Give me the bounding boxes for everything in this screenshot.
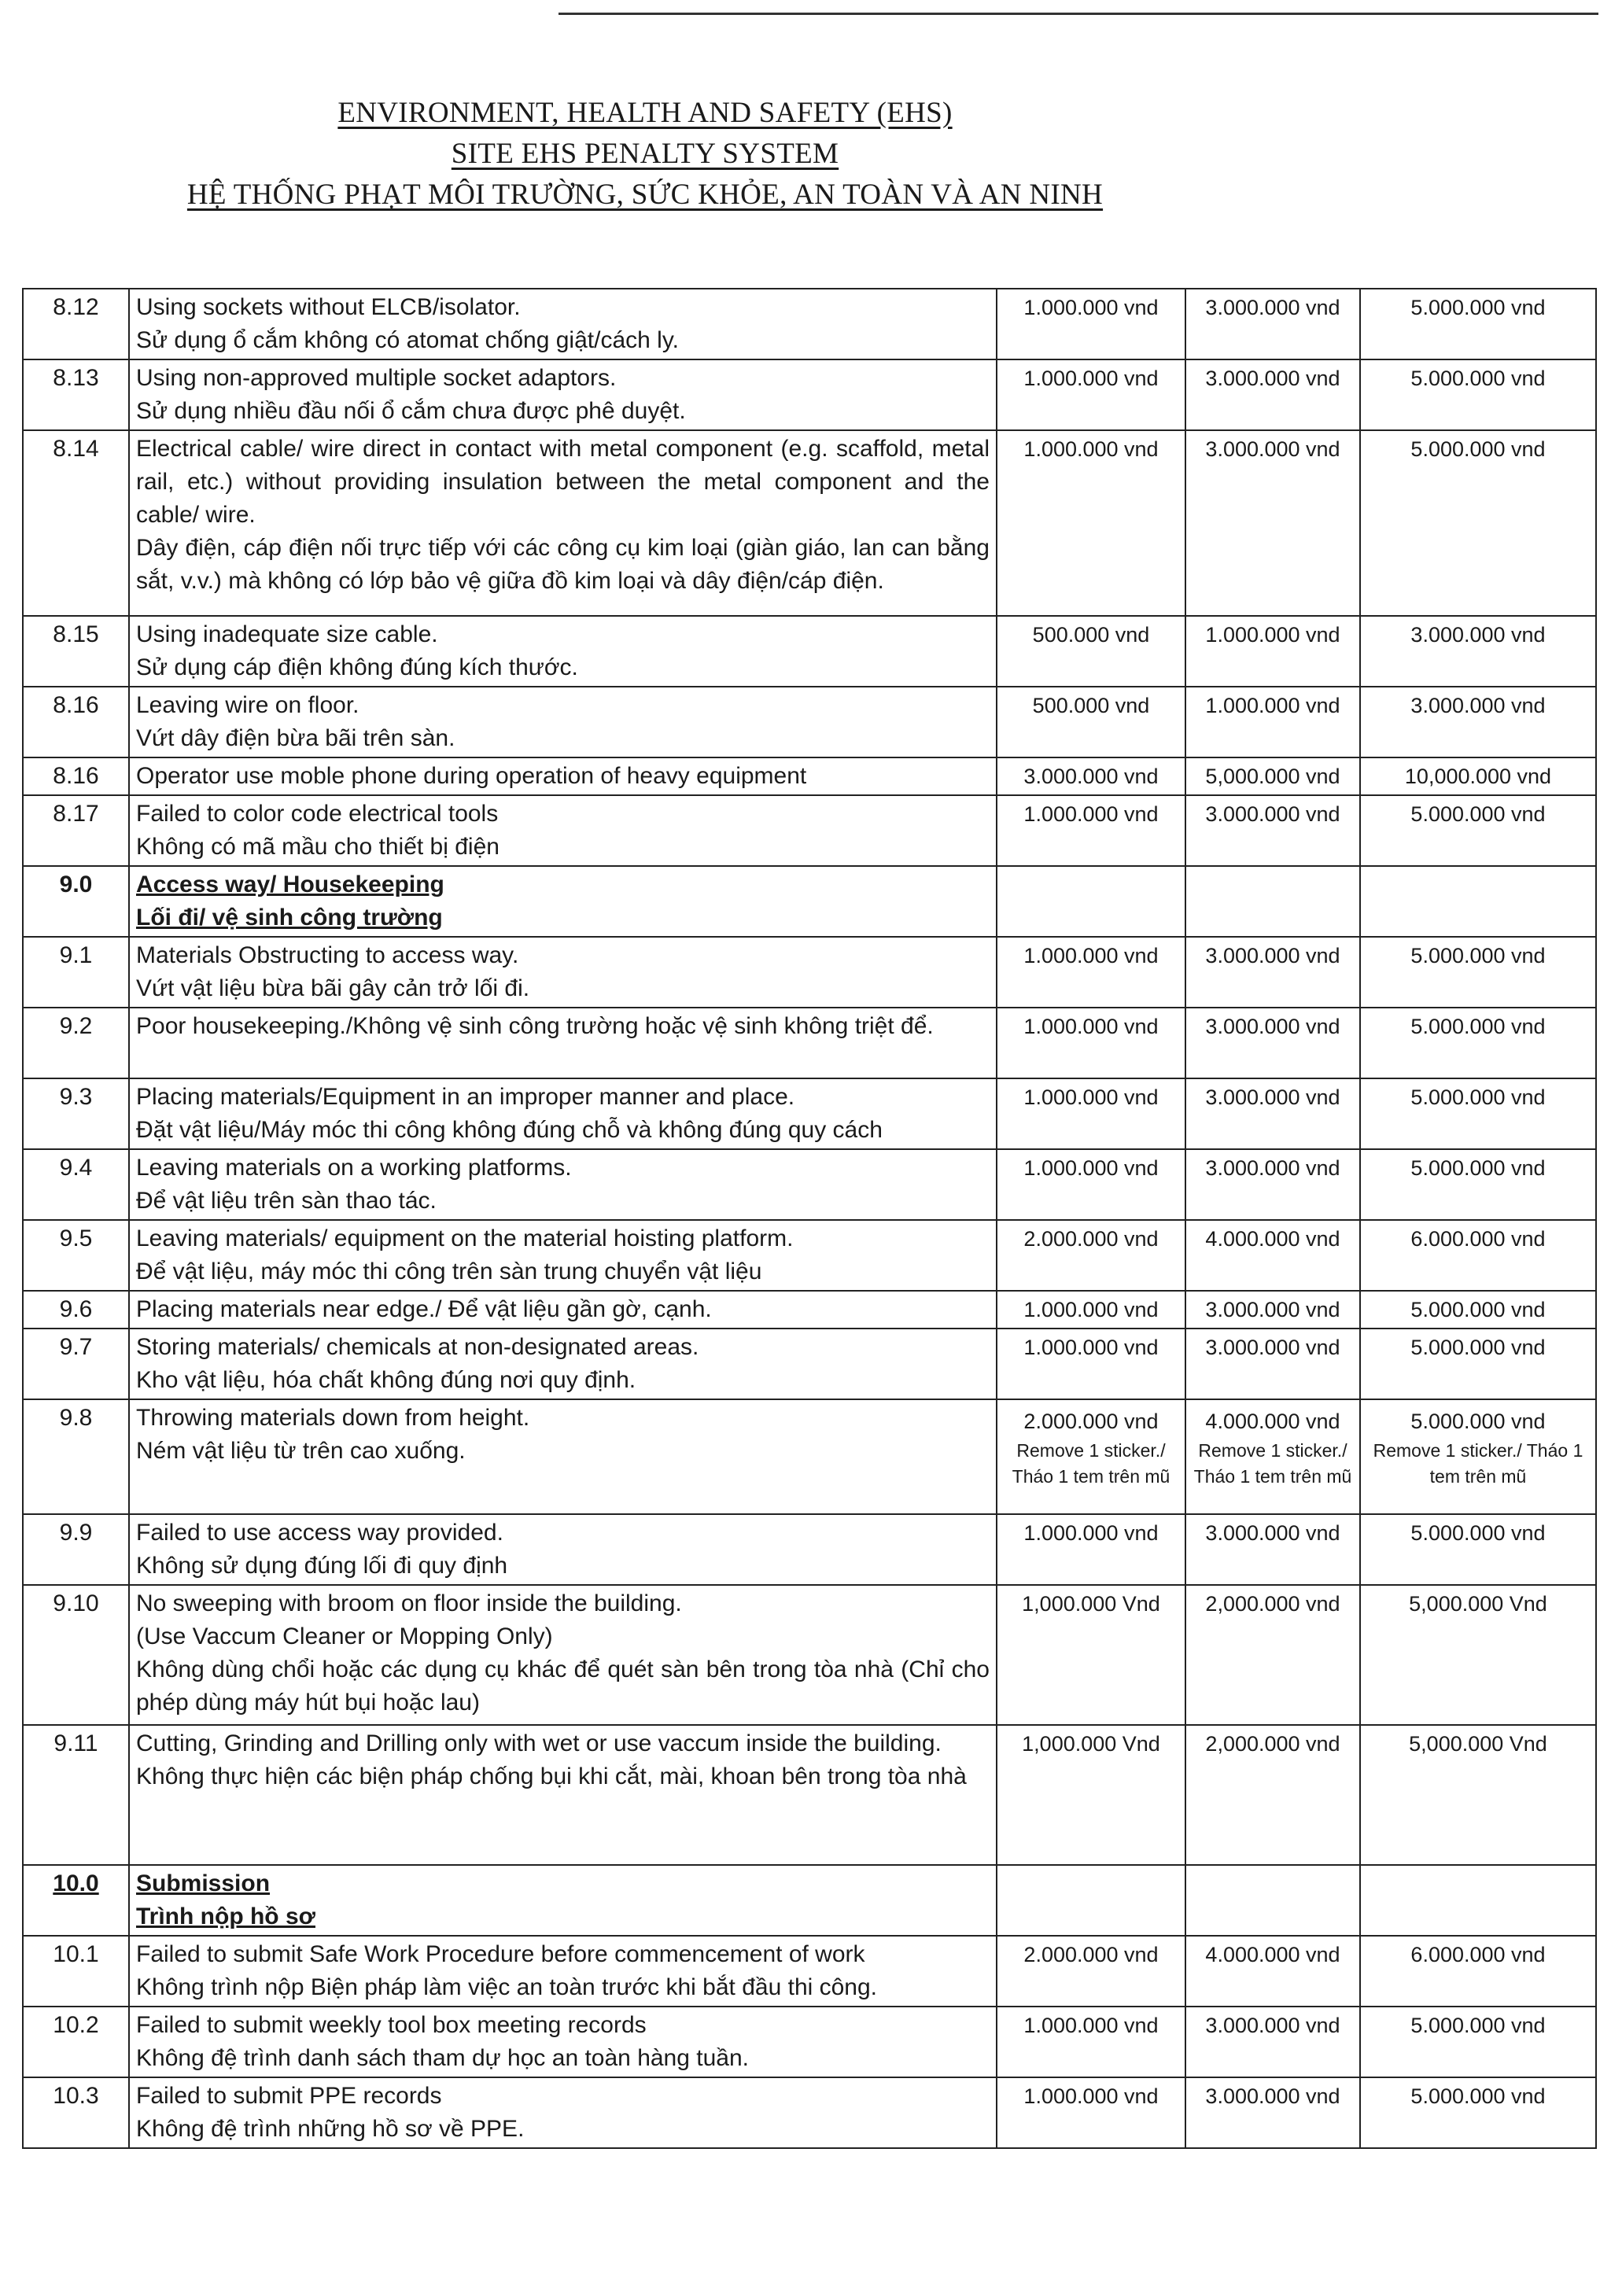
first-offence-penalty <box>997 1399 1185 1514</box>
penalty-amount: 1.000.000 vnd <box>1023 944 1159 967</box>
description-line: Failed to use access way provided. <box>136 1520 503 1546</box>
first-offence-penalty <box>997 1865 1185 1936</box>
description-line: Leaving wire on floor. <box>136 692 359 718</box>
second-offence-penalty <box>1185 1291 1360 1329</box>
table-row <box>23 795 1596 866</box>
first-offence-penalty <box>997 359 1185 430</box>
third-offence-penalty <box>1360 1149 1596 1220</box>
second-offence-penalty <box>1185 430 1360 616</box>
title-vietnamese: HỆ THỐNG PHẠT MÔI TRƯỜNG, SỨC KHỎE, AN TOÀN VÀ AN NINH <box>186 179 1104 211</box>
item-number: 9.2 <box>23 1008 129 1078</box>
first-offence-penalty <box>997 795 1185 866</box>
first-offence-penalty <box>997 1725 1185 1865</box>
penalty-amount: 1.000.000 vnd <box>1023 1085 1159 1109</box>
item-number: 8.15 <box>23 616 129 687</box>
third-offence-penalty <box>1360 2007 1596 2077</box>
description-line: Để vật liệu, máy móc thi công trên sàn trung chuyển vật liệu <box>136 1259 762 1284</box>
penalty-amount: 500.000 vnd <box>1032 623 1150 647</box>
description-line: Electrical cable/ wire direct in contact with metal component (e.g. scaffold, metal rail, etc.) without providing insulation between the metal component and the cable/ wire. <box>136 436 990 528</box>
table-row <box>23 2007 1596 2077</box>
description-line: Lối đi/ vệ sinh công trường <box>136 905 443 931</box>
second-offence-penalty <box>1185 937 1360 1008</box>
penalty-amount: 4.000.000 vnd <box>1205 1410 1340 1433</box>
description-line: Sử dụng ổ cắm không có atomat chống giật/cách ly. <box>136 327 679 353</box>
item-description <box>129 2007 997 2077</box>
table-row <box>23 1149 1596 1220</box>
description-line: Kho vật liệu, hóa chất không đúng nơi quy định. <box>136 1367 636 1393</box>
first-offence-penalty <box>997 616 1185 687</box>
item-number: 8.17 <box>23 795 129 866</box>
first-offence-penalty <box>997 1936 1185 2007</box>
item-description <box>129 1585 997 1725</box>
item-description <box>129 795 997 866</box>
penalty-amount: 5.000.000 vnd <box>1410 296 1546 319</box>
penalty-amount: 3.000.000 vnd <box>1205 437 1340 461</box>
description-line: No sweeping with broom on floor inside the building. <box>136 1590 682 1616</box>
penalty-amount: 5.000.000 vnd <box>1410 1298 1546 1321</box>
table-row <box>23 1514 1596 1585</box>
description-line: Vứt vật liệu bừa bãi gây cản trở lối đi. <box>136 975 530 1001</box>
item-description <box>129 1865 997 1936</box>
penalty-table-body <box>23 289 1596 2148</box>
penalty-amount: 4.000.000 vnd <box>1205 1943 1340 1966</box>
description-line: Không có mã mầu cho thiết bị điện <box>136 834 500 860</box>
item-description <box>129 359 997 430</box>
description-line: Throwing materials down from height. <box>136 1405 530 1431</box>
penalty-amount: 2.000.000 vnd <box>1023 1410 1159 1433</box>
third-offence-penalty <box>1360 795 1596 866</box>
item-number: 9.8 <box>23 1399 129 1514</box>
third-offence-penalty <box>1360 359 1596 430</box>
description-line: Cutting, Grinding and Drilling only with wet or use vaccum inside the building. <box>136 1730 942 1756</box>
penalty-amount: 5,000.000 Vnd <box>1409 1732 1547 1756</box>
item-number: 10.3 <box>23 2077 129 2148</box>
third-offence-penalty <box>1360 1220 1596 1291</box>
item-number: 10.1 <box>23 1936 129 2007</box>
third-offence-penalty <box>1360 1514 1596 1585</box>
item-number: 8.14 <box>23 430 129 616</box>
title-ehs: ENVIRONMENT, HEALTH AND SAFETY (EHS) <box>337 97 953 129</box>
second-offence-penalty <box>1185 687 1360 757</box>
first-offence-penalty <box>997 1078 1185 1149</box>
table-row <box>23 1936 1596 2007</box>
item-number: 9.1 <box>23 937 129 1008</box>
description-line: Placing materials/Equipment in an improper manner and place. <box>136 1084 795 1110</box>
third-offence-penalty <box>1360 1865 1596 1936</box>
penalty-amount: 6.000.000 vnd <box>1410 1227 1546 1251</box>
table-row <box>23 430 1596 616</box>
penalty-amount: 1.000.000 vnd <box>1023 1521 1159 1545</box>
first-offence-penalty <box>997 757 1185 795</box>
description-line: Leaving materials on a working platforms. <box>136 1155 572 1181</box>
second-offence-penalty <box>1185 757 1360 795</box>
item-number: 9.6 <box>23 1291 129 1329</box>
penalty-amount: 5.000.000 vnd <box>1410 1410 1546 1433</box>
second-offence-penalty <box>1185 2077 1360 2148</box>
third-offence-penalty <box>1360 2077 1596 2148</box>
third-offence-penalty <box>1360 430 1596 616</box>
description-line: Materials Obstructing to access way. <box>136 942 519 968</box>
first-offence-penalty <box>997 687 1185 757</box>
third-offence-penalty <box>1360 1078 1596 1149</box>
penalty-amount: 2.000.000 vnd <box>1023 1943 1159 1966</box>
item-description <box>129 1399 997 1514</box>
item-description <box>129 1220 997 1291</box>
description-line: Using non-approved multiple socket adaptors. <box>136 365 617 391</box>
penalty-amount: 3.000.000 vnd <box>1205 296 1340 319</box>
penalty-amount: 5.000.000 vnd <box>1410 1085 1546 1109</box>
third-offence-penalty <box>1360 616 1596 687</box>
item-number: 9.3 <box>23 1078 129 1149</box>
first-offence-penalty <box>997 866 1185 937</box>
penalty-amount: 5.000.000 vnd <box>1410 1336 1546 1359</box>
top-rule <box>559 13 1598 15</box>
penalty-amount: 5.000.000 vnd <box>1410 1015 1546 1038</box>
description-line: Failed to submit Safe Work Procedure before commencement of work <box>136 1941 865 1967</box>
penalty-amount: 1,000.000 Vnd <box>1022 1592 1160 1616</box>
item-description <box>129 289 997 359</box>
penalty-amount: 1.000.000 vnd <box>1023 1336 1159 1359</box>
second-offence-penalty <box>1185 2007 1360 2077</box>
description-line: Storing materials/ chemicals at non-designated areas. <box>136 1334 699 1360</box>
table-row <box>23 1291 1596 1329</box>
first-offence-penalty <box>997 1149 1185 1220</box>
section-row <box>23 1865 1596 1936</box>
description-line: Access way/ Housekeeping <box>136 872 444 897</box>
third-offence-penalty <box>1360 289 1596 359</box>
penalty-amount: 1.000.000 vnd <box>1023 1298 1159 1321</box>
description-line: Ném vật liệu từ trên cao xuống. <box>136 1438 466 1464</box>
item-description <box>129 1725 997 1865</box>
table-row <box>23 757 1596 795</box>
description-line: Không trình nộp Biện pháp làm việc an toàn trước khi bắt đầu thi công. <box>136 1974 878 2000</box>
third-offence-penalty <box>1360 1585 1596 1725</box>
second-offence-penalty <box>1185 1399 1360 1514</box>
item-number: 8.12 <box>23 289 129 359</box>
penalty-amount: 1,000.000 Vnd <box>1022 1732 1160 1756</box>
description-line: Failed to submit weekly tool box meeting records <box>136 2012 647 2038</box>
second-offence-penalty <box>1185 359 1360 430</box>
second-offence-penalty <box>1185 616 1360 687</box>
item-number: 8.16 <box>23 687 129 757</box>
penalty-amount: 1.000.000 vnd <box>1023 437 1159 461</box>
third-offence-penalty <box>1360 1329 1596 1399</box>
first-offence-penalty <box>997 1008 1185 1078</box>
table-row <box>23 1078 1596 1149</box>
penalty-amount: 5.000.000 vnd <box>1410 367 1546 390</box>
description-line: Using sockets without ELCB/isolator. <box>136 294 521 320</box>
item-number: 9.10 <box>23 1585 129 1725</box>
description-line: Không dùng chổi hoặc các dụng cụ khác để quét sàn bên trong tòa nhà (Chỉ cho phép dùng máy hút bụi hoặc lau) <box>136 1657 990 1716</box>
third-offence-penalty <box>1360 1936 1596 2007</box>
penalty-amount: 1.000.000 vnd <box>1023 1156 1159 1180</box>
penalty-amount: 3.000.000 vnd <box>1205 802 1340 826</box>
item-number: 8.13 <box>23 359 129 430</box>
first-offence-penalty <box>997 1291 1185 1329</box>
description-line: Submission <box>136 1870 271 1896</box>
description-line: Leaving materials/ equipment on the material hoisting platform. <box>136 1225 794 1251</box>
description-line: Trình nộp hồ sơ <box>136 1904 315 1929</box>
third-offence-penalty <box>1360 1291 1596 1329</box>
description-line: Để vật liệu trên sàn thao tác. <box>136 1188 437 1214</box>
table-row <box>23 1399 1596 1514</box>
description-line: Placing materials near edge./ Để vật liệu gần gờ, cạnh. <box>136 1296 712 1322</box>
item-description <box>129 2077 997 2148</box>
penalty-note: Remove 1 sticker./ Tháo 1 tem trên mũ <box>1012 1440 1170 1487</box>
item-number: 9.0 <box>23 866 129 937</box>
first-offence-penalty <box>997 2007 1185 2077</box>
title-penalty-system: SITE EHS PENALTY SYSTEM <box>451 138 839 170</box>
item-number: 9.5 <box>23 1220 129 1291</box>
penalty-amount: 2.000.000 vnd <box>1023 1227 1159 1251</box>
third-offence-penalty <box>1360 1008 1596 1078</box>
penalty-amount: 1.000.000 vnd <box>1023 2084 1159 2108</box>
penalty-amount: 1.000.000 vnd <box>1023 296 1159 319</box>
penalty-amount: 3.000.000 vnd <box>1205 367 1340 390</box>
first-offence-penalty <box>997 1514 1185 1585</box>
description-line: Vứt dây điện bừa bãi trên sàn. <box>136 725 455 751</box>
description-line: Poor housekeeping./Không vệ sinh công trường hoặc vệ sinh không triệt để. <box>136 1013 934 1039</box>
penalty-amount: 3.000.000 vnd <box>1205 1298 1340 1321</box>
second-offence-penalty <box>1185 1936 1360 2007</box>
third-offence-penalty <box>1360 757 1596 795</box>
description-line: Không sử dụng đúng lối đi quy định <box>136 1553 508 1579</box>
description-line: Sử dụng cáp điện không đúng kích thước. <box>136 654 578 680</box>
item-description <box>129 757 997 795</box>
first-offence-penalty <box>997 1329 1185 1399</box>
item-description <box>129 687 997 757</box>
description-line: (Use Vaccum Cleaner or Mopping Only) <box>136 1623 553 1649</box>
description-line: Using inadequate size cable. <box>136 621 438 647</box>
penalty-amount: 3.000.000 vnd <box>1205 1085 1340 1109</box>
second-offence-penalty <box>1185 1514 1360 1585</box>
penalty-amount: 5,000.000 Vnd <box>1409 1592 1547 1616</box>
penalty-amount: 1.000.000 vnd <box>1205 694 1340 717</box>
description-line: Không đệ trình danh sách tham dự học an toàn hàng tuần. <box>136 2045 749 2071</box>
item-description <box>129 1329 997 1399</box>
penalty-table <box>22 288 1597 2149</box>
penalty-note: Remove 1 sticker./ Tháo 1 tem trên mũ <box>1193 1440 1352 1487</box>
table-row <box>23 1008 1596 1078</box>
table-row <box>23 1329 1596 1399</box>
second-offence-penalty <box>1185 1220 1360 1291</box>
second-offence-penalty <box>1185 1329 1360 1399</box>
penalty-amount: 1.000.000 vnd <box>1023 2014 1159 2037</box>
description-line: Operator use moble phone during operation of heavy equipment <box>136 763 807 789</box>
item-description <box>129 937 997 1008</box>
penalty-amount: 3.000.000 vnd <box>1205 2014 1340 2037</box>
item-description <box>129 1514 997 1585</box>
description-line: Failed to color code electrical tools <box>136 801 499 827</box>
penalty-amount: 3.000.000 vnd <box>1205 1156 1340 1180</box>
first-offence-penalty <box>997 1220 1185 1291</box>
penalty-amount: 5.000.000 vnd <box>1410 2084 1546 2108</box>
first-offence-penalty <box>997 937 1185 1008</box>
penalty-amount: 5.000.000 vnd <box>1410 437 1546 461</box>
penalty-amount: 6.000.000 vnd <box>1410 1943 1546 1966</box>
item-description <box>129 1078 997 1149</box>
third-offence-penalty <box>1360 866 1596 937</box>
second-offence-penalty <box>1185 289 1360 359</box>
penalty-amount: 2,000.000 vnd <box>1205 1732 1340 1756</box>
second-offence-penalty <box>1185 1585 1360 1725</box>
table-row <box>23 1220 1596 1291</box>
description-line: Không đệ trình những hồ sơ về PPE. <box>136 2116 525 2142</box>
penalty-amount: 3.000.000 vnd <box>1410 694 1546 717</box>
description-line: Failed to submit PPE records <box>136 2083 442 2109</box>
table-row <box>23 687 1596 757</box>
item-number: 10.2 <box>23 2007 129 2077</box>
item-description <box>129 1149 997 1220</box>
penalty-amount: 3.000.000 vnd <box>1205 944 1340 967</box>
penalty-amount: 5.000.000 vnd <box>1410 2014 1546 2037</box>
first-offence-penalty <box>997 1585 1185 1725</box>
penalty-amount: 1.000.000 vnd <box>1205 623 1340 647</box>
penalty-amount: 2,000.000 vnd <box>1205 1592 1340 1616</box>
description-line: Dây điện, cáp điện nối trực tiếp với các công cụ kim loại (giàn giáo, lan can bằng sắt, v.v.) mà không có lớp bảo vệ giữa đồ kim loại và dây điện/cáp điện. <box>136 535 990 594</box>
item-number: 9.4 <box>23 1149 129 1220</box>
item-number: 9.9 <box>23 1514 129 1585</box>
item-number: 10.0 <box>23 1865 129 1936</box>
penalty-amount: 3.000.000 vnd <box>1410 623 1546 647</box>
second-offence-penalty <box>1185 1865 1360 1936</box>
item-description <box>129 1291 997 1329</box>
penalty-amount: 5.000.000 vnd <box>1410 802 1546 826</box>
second-offence-penalty <box>1185 1008 1360 1078</box>
penalty-amount: 3.000.000 vnd <box>1205 2084 1340 2108</box>
item-number: 9.7 <box>23 1329 129 1399</box>
document-header <box>0 93 1290 216</box>
penalty-amount: 3.000.000 vnd <box>1205 1015 1340 1038</box>
penalty-amount: 3.000.000 vnd <box>1205 1336 1340 1359</box>
item-description <box>129 1008 997 1078</box>
table-row <box>23 289 1596 359</box>
penalty-amount: 5.000.000 vnd <box>1410 944 1546 967</box>
item-description <box>129 866 997 937</box>
section-row <box>23 866 1596 937</box>
first-offence-penalty <box>997 289 1185 359</box>
table-row <box>23 616 1596 687</box>
first-offence-penalty <box>997 430 1185 616</box>
table-row <box>23 1585 1596 1725</box>
second-offence-penalty <box>1185 1078 1360 1149</box>
penalty-amount: 5.000.000 vnd <box>1410 1156 1546 1180</box>
item-number: 9.11 <box>23 1725 129 1865</box>
penalty-amount: 10,000.000 vnd <box>1404 765 1552 788</box>
second-offence-penalty <box>1185 1725 1360 1865</box>
third-offence-penalty <box>1360 1399 1596 1514</box>
penalty-amount: 1.000.000 vnd <box>1023 1015 1159 1038</box>
item-description <box>129 430 997 616</box>
penalty-amount: 1.000.000 vnd <box>1023 367 1159 390</box>
second-offence-penalty <box>1185 1149 1360 1220</box>
penalty-amount: 3.000.000 vnd <box>1023 765 1159 788</box>
penalty-amount: 1.000.000 vnd <box>1023 802 1159 826</box>
table-row <box>23 1725 1596 1865</box>
penalty-amount: 3.000.000 vnd <box>1205 1521 1340 1545</box>
penalty-amount: 500.000 vnd <box>1032 694 1150 717</box>
item-description <box>129 1936 997 2007</box>
penalty-note: Remove 1 sticker./ Tháo 1 tem trên mũ <box>1373 1440 1583 1487</box>
third-offence-penalty <box>1360 937 1596 1008</box>
item-number: 8.16 <box>23 757 129 795</box>
third-offence-penalty <box>1360 1725 1596 1865</box>
item-description <box>129 616 997 687</box>
third-offence-penalty <box>1360 687 1596 757</box>
first-offence-penalty <box>997 2077 1185 2148</box>
description-line: Đặt vật liệu/Máy móc thi công không đúng chỗ và không đúng quy cách <box>136 1117 883 1143</box>
second-offence-penalty <box>1185 795 1360 866</box>
table-row <box>23 2077 1596 2148</box>
description-line: Sử dụng nhiều đầu nối ổ cắm chưa được phê duyệt. <box>136 398 686 424</box>
table-row <box>23 359 1596 430</box>
description-line: Không thực hiện các biện pháp chống bụi khi cắt, mài, khoan bên trong tòa nhà <box>136 1763 967 1789</box>
penalty-amount: 5.000.000 vnd <box>1410 1521 1546 1545</box>
table-row <box>23 937 1596 1008</box>
second-offence-penalty <box>1185 866 1360 937</box>
penalty-amount: 4.000.000 vnd <box>1205 1227 1340 1251</box>
penalty-amount: 5,000.000 vnd <box>1205 765 1340 788</box>
